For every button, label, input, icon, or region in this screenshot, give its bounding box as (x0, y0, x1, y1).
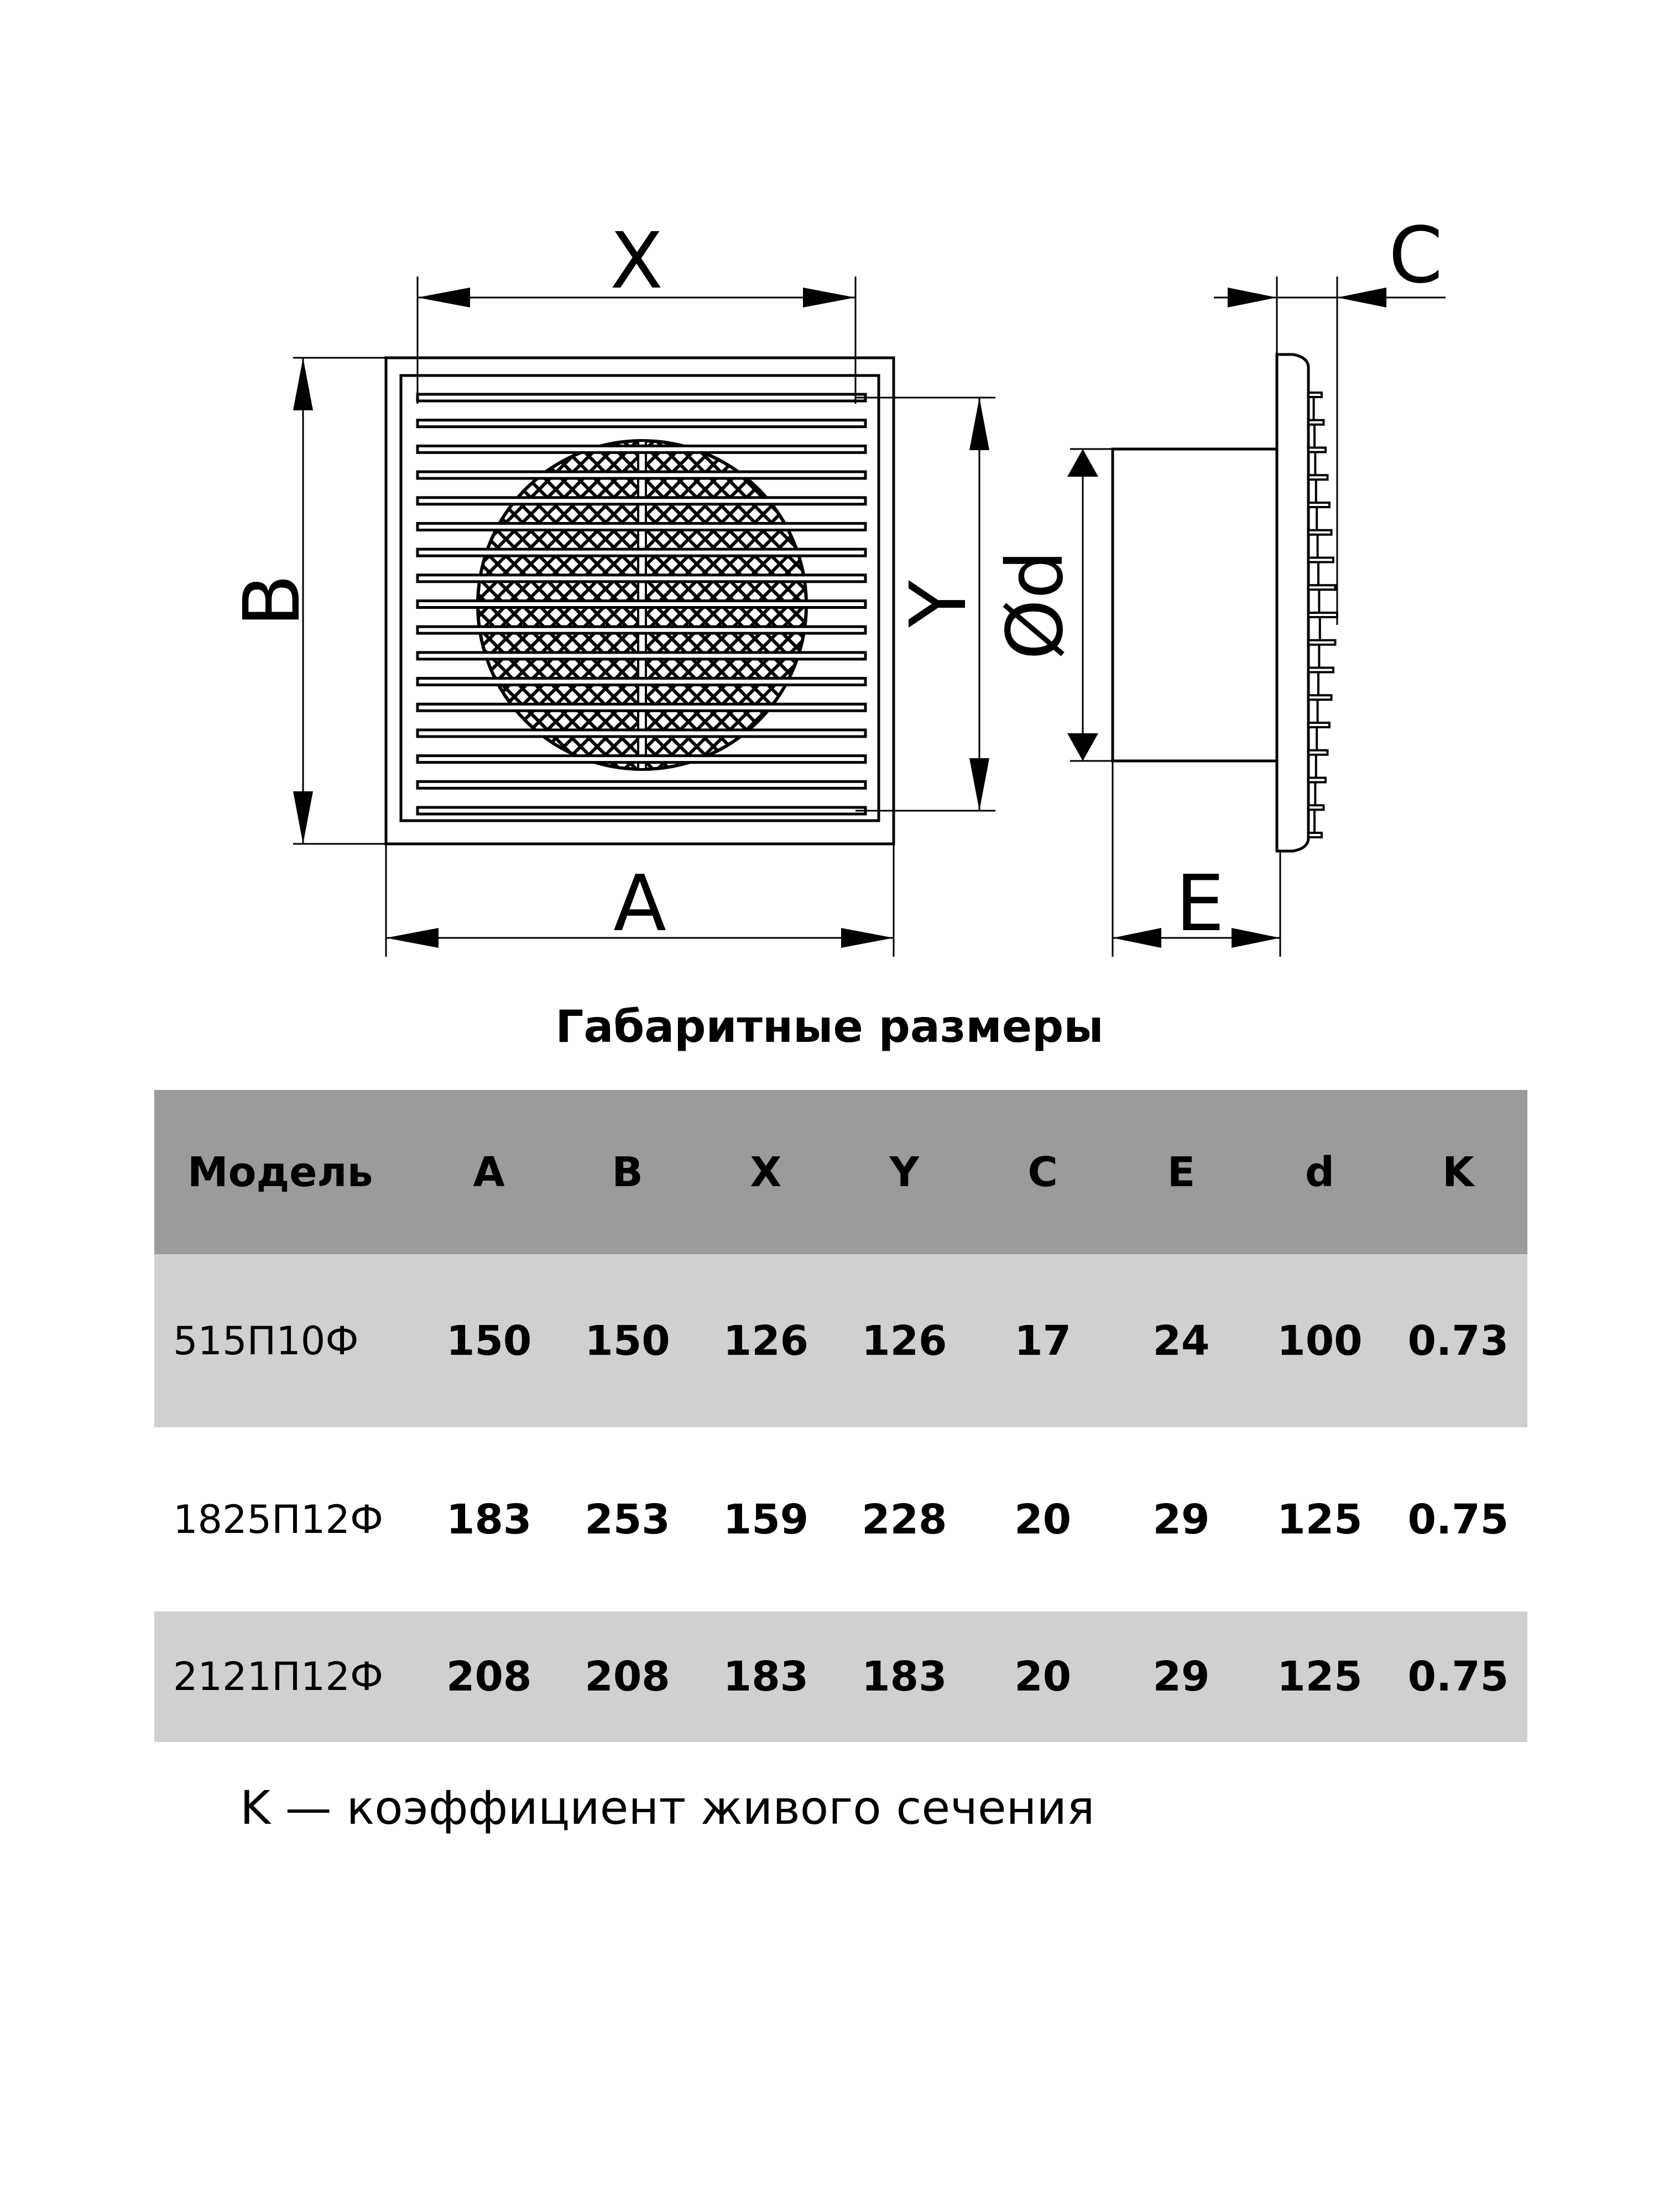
dim-label-x: X (610, 216, 663, 306)
cell-k: 0.75 (1389, 1611, 1527, 1742)
side-fins (1308, 393, 1337, 837)
flange (1277, 354, 1308, 851)
cell-e: 29 (1112, 1611, 1250, 1742)
cell-c: 20 (974, 1611, 1112, 1742)
side-view (990, 211, 1446, 957)
cell-b: 253 (558, 1427, 696, 1611)
cell-c: 17 (974, 1254, 1112, 1427)
cell-d: 125 (1250, 1427, 1389, 1611)
dim-label-b: B (227, 573, 317, 628)
cell-k: 0.75 (1389, 1427, 1527, 1611)
cell-model: 1825П12Ф (154, 1427, 420, 1611)
dim-label-e: E (1175, 859, 1225, 949)
table-row (154, 1427, 1527, 1611)
header-e: E (1112, 1090, 1250, 1254)
cell-y: 228 (835, 1427, 973, 1611)
cell-d: 100 (1250, 1254, 1389, 1427)
cell-b: 208 (558, 1611, 696, 1742)
cell-model: 515П10Ф (154, 1254, 420, 1427)
cell-a: 150 (420, 1254, 558, 1427)
footnote: K — коэффициент живого сечения (240, 1781, 1095, 1835)
header-b: B (558, 1090, 696, 1254)
cell-x: 126 (697, 1254, 835, 1427)
table-row (154, 1611, 1527, 1742)
header-x: X (697, 1090, 835, 1254)
header-d: d (1250, 1090, 1389, 1254)
cell-x: 159 (697, 1427, 835, 1611)
duct (1113, 449, 1280, 761)
cell-e: 29 (1112, 1427, 1250, 1611)
cell-model: 2121П12Ф (154, 1611, 420, 1742)
cell-y: 126 (835, 1254, 973, 1427)
cell-y: 183 (835, 1611, 973, 1742)
header-a: A (420, 1090, 558, 1254)
technical-drawing (0, 0, 1659, 995)
cell-a: 208 (420, 1611, 558, 1742)
cell-b: 150 (558, 1254, 696, 1427)
cell-x: 183 (697, 1611, 835, 1742)
cell-c: 20 (974, 1427, 1112, 1611)
dim-label-c: C (1389, 211, 1443, 301)
table-header-row (154, 1090, 1527, 1254)
header-y: Y (835, 1090, 973, 1254)
front-view (227, 216, 995, 957)
page-title: Габаритные размеры (555, 1001, 1104, 1052)
header-k: K (1389, 1090, 1527, 1254)
header-c: C (974, 1090, 1112, 1254)
dimensions-table (154, 1090, 1527, 1742)
header-model: Модель (154, 1090, 420, 1254)
dim-label-a: A (613, 859, 666, 949)
cell-a: 183 (420, 1427, 558, 1611)
cell-k: 0.73 (1389, 1254, 1527, 1427)
table-row (154, 1254, 1527, 1427)
dim-label-d: Ød (990, 550, 1081, 660)
dim-label-y: Y (894, 580, 984, 628)
cell-e: 24 (1112, 1254, 1250, 1427)
cell-d: 125 (1250, 1611, 1389, 1742)
